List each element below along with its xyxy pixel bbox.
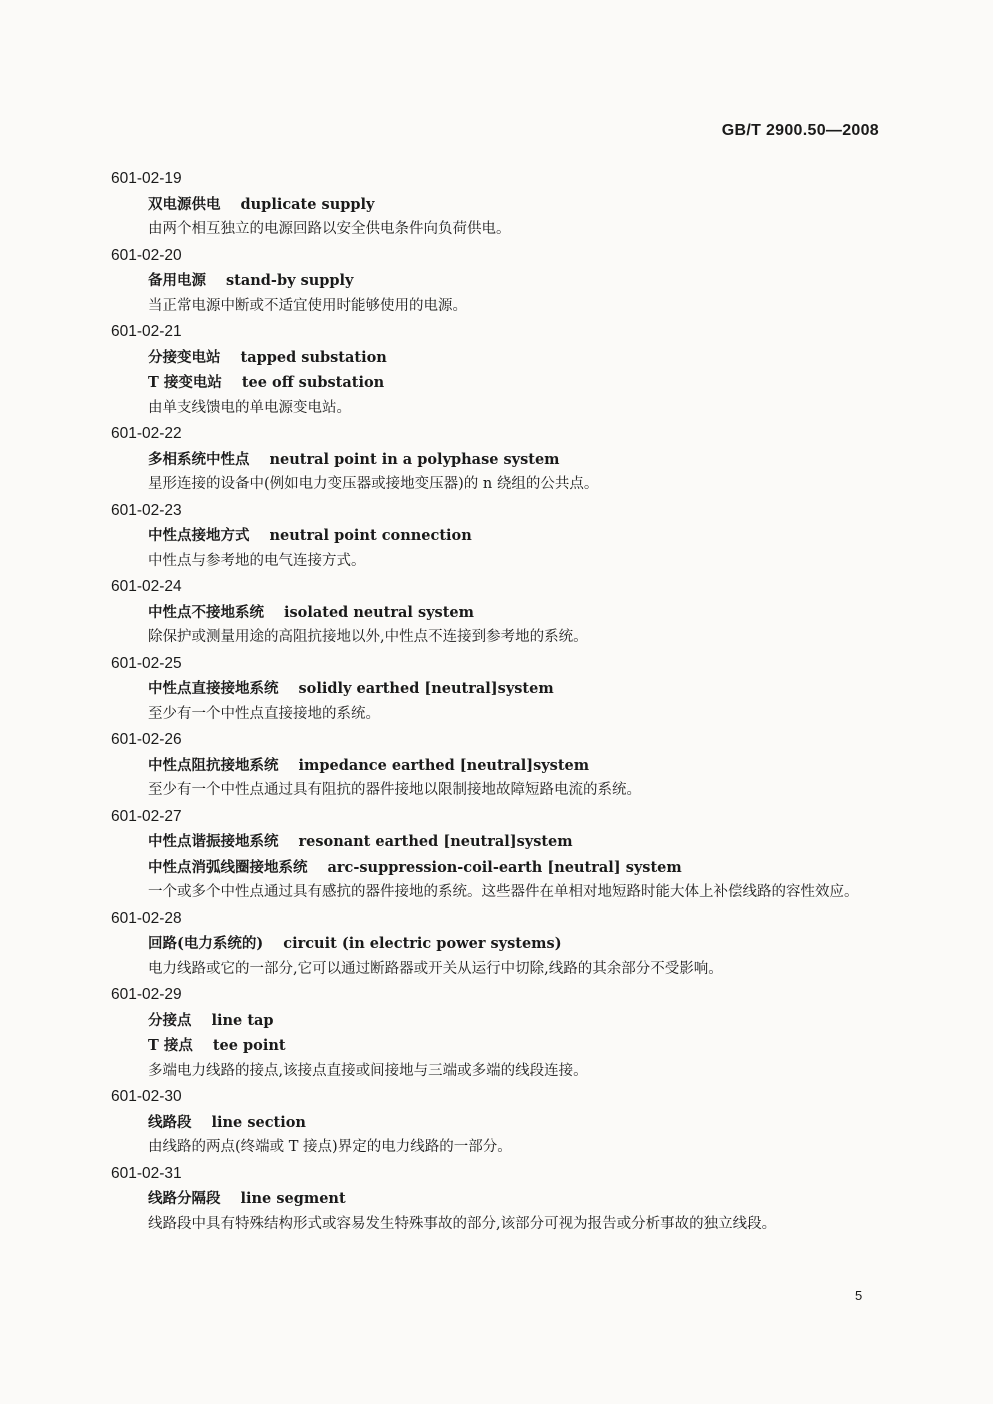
term-english: resonant earthed [neutral]system — [298, 833, 573, 850]
term-english: tee off substation — [241, 374, 385, 391]
term-line — [111, 676, 881, 702]
term-definition: 至少有一个中性点通过具有阻抗的器件接地以限制接地故障短路电流的系统。 — [148, 782, 641, 798]
term-line — [111, 1186, 881, 1212]
term-line — [111, 829, 881, 855]
term-entry — [111, 574, 881, 651]
term-entry — [111, 319, 881, 421]
term-english: circuit (in electric power systems) — [283, 935, 562, 952]
term-line — [111, 753, 881, 779]
page-number: 5 — [855, 1288, 863, 1303]
entry-number: 601-02-31 — [111, 1164, 182, 1182]
term-definition: 线路段中具有特殊结构形式或容易发生特殊事故的部分,该部分可视为报告或分析事故的独立线段。 — [148, 1215, 777, 1232]
term-entry — [111, 727, 881, 804]
term-definition: 电力线路或它的一部分,它可以通过断路器或开关从运行中切除,线路的其余部分不受影响。 — [148, 960, 723, 977]
term-english: tee point — [212, 1037, 286, 1054]
entry-number: 601-02-29 — [111, 986, 182, 1003]
term-english: duplicate supply — [240, 195, 375, 213]
entry-number: 601-02-21 — [111, 323, 182, 340]
entry-number: 601-02-27 — [111, 807, 182, 825]
term-definition: 由两个相互独立的电源回路以安全供电条件向负荷供电。 — [148, 221, 511, 237]
term-entry — [111, 651, 881, 728]
term-chinese: 线路分隔段 — [148, 1190, 221, 1207]
term-definition: 除保护或测量用途的高阻抗接地以外,中性点不连接到参考地的系统。 — [148, 629, 588, 645]
term-line — [111, 345, 881, 371]
term-chinese: T 接变电站 — [148, 374, 222, 391]
entry-number: 601-02-25 — [111, 654, 182, 672]
term-chinese: T 接点 — [148, 1037, 193, 1054]
term-chinese: 中性点阻抗接地系统 — [148, 756, 279, 774]
term-entry — [111, 982, 881, 1084]
term-entry — [111, 166, 881, 243]
term-english: arc-suppression-coil-earth [neutral] system — [327, 858, 682, 876]
term-chinese: 多相系统中性点 — [148, 450, 250, 468]
term-english: solidly earthed [neutral]system — [298, 680, 554, 697]
entry-number: 601-02-22 — [111, 425, 182, 442]
term-line-synonym — [111, 370, 881, 396]
term-chinese: 中性点消弧线圈接地系统 — [148, 858, 308, 876]
term-chinese: 线路段 — [148, 1113, 192, 1131]
term-definition: 星形连接的设备中(例如电力变压器或接地变压器)的 n 绕组的公共点。 — [148, 476, 599, 492]
entry-number: 601-02-23 — [111, 501, 182, 519]
term-line — [111, 268, 881, 294]
term-line — [111, 447, 881, 473]
entry-number: 601-02-28 — [111, 909, 182, 927]
term-english: line tap — [211, 1011, 274, 1029]
term-definition: 多端电力线路的接点,该接点直接或间接地与三端或多端的线段连接。 — [148, 1062, 588, 1079]
term-line — [111, 523, 881, 549]
term-entry — [111, 1084, 881, 1161]
term-line — [111, 600, 881, 626]
term-definition: 中性点与参考地的电气连接方式。 — [148, 552, 366, 569]
term-english: stand-by supply — [226, 272, 354, 289]
term-english: line segment — [240, 1190, 346, 1207]
term-entry — [111, 906, 881, 983]
entry-number: 601-02-19 — [111, 170, 182, 187]
term-definition: 至少有一个中性点直接接地的系统。 — [148, 705, 380, 722]
term-entry — [111, 498, 881, 575]
term-line-synonym — [111, 1033, 881, 1059]
term-chinese: 备用电源 — [148, 272, 206, 289]
term-english: neutral point in a polyphase system — [269, 450, 560, 468]
term-chinese: 回路(电力系统的) — [148, 935, 264, 952]
entry-number: 601-02-20 — [111, 246, 182, 264]
term-entry — [111, 1161, 881, 1238]
term-chinese: 中性点谐振接地系统 — [148, 833, 279, 850]
term-line — [111, 192, 881, 218]
term-entry — [111, 243, 881, 320]
term-english: isolated neutral system — [284, 603, 474, 621]
term-chinese: 中性点不接地系统 — [148, 603, 264, 621]
term-entry — [111, 421, 881, 498]
term-chinese: 中性点接地方式 — [148, 527, 250, 544]
entry-number: 601-02-26 — [111, 731, 182, 748]
term-definition: 当正常电源中断或不适宜使用时能够使用的电源。 — [148, 297, 467, 314]
term-definition: 一个或多个中性点通过具有感抗的器件接地的系统。这些器件在单相对地短路时能大体上补偿线路的容性效应。 — [148, 884, 859, 900]
term-line — [111, 931, 881, 957]
entry-number: 601-02-30 — [111, 1088, 182, 1105]
entry-number: 601-02-24 — [111, 578, 182, 595]
term-chinese: 双电源供电 — [148, 195, 221, 213]
term-english: tapped substation — [240, 348, 387, 366]
terms-list — [111, 166, 881, 1237]
term-entry — [111, 804, 881, 906]
term-chinese: 分接变电站 — [148, 348, 221, 366]
term-definition: 由单支线馈电的单电源变电站。 — [148, 399, 351, 416]
term-definition: 由线路的两点(终端或 T 接点)界定的电力线路的一部分。 — [148, 1139, 512, 1155]
term-line — [111, 1008, 881, 1034]
term-line-synonym — [111, 855, 881, 881]
standard-code: GB/T 2900.50—2008 — [721, 122, 879, 139]
term-english: impedance earthed [neutral]system — [298, 756, 590, 774]
term-line — [111, 1110, 881, 1136]
term-chinese: 分接点 — [148, 1011, 192, 1029]
term-chinese: 中性点直接接地系统 — [148, 680, 279, 697]
term-english: neutral point connection — [269, 527, 472, 544]
term-english: line section — [211, 1113, 306, 1131]
